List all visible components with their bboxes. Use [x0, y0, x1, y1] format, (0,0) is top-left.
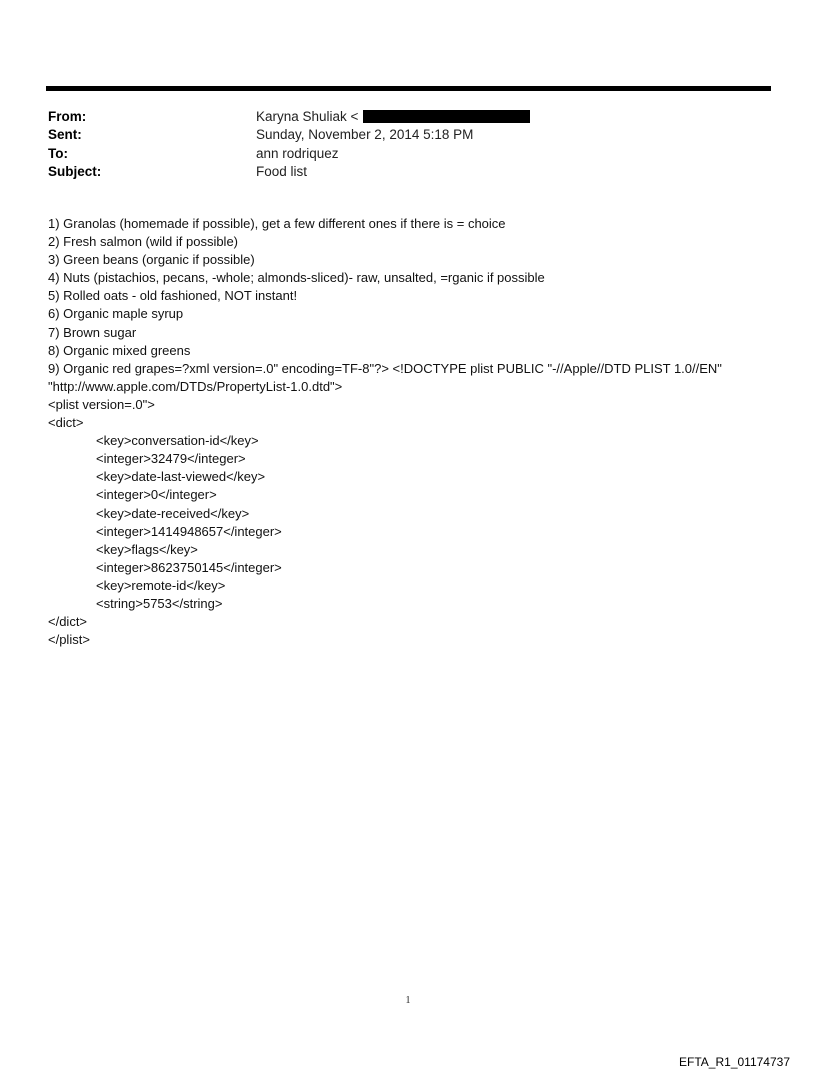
body-line: </plist>	[48, 632, 90, 648]
from-label: From:	[48, 109, 87, 124]
body-line: 7) Brown sugar	[48, 324, 137, 340]
body-line: 1) Granolas (homemade if possible), get a few different ones if there is = choice	[48, 216, 506, 231]
dict-line: <integer>0</integer>	[96, 487, 217, 503]
sent-label: Sent:	[48, 127, 82, 143]
subject-row	[48, 163, 748, 181]
email-body	[48, 215, 778, 649]
dict-line: <string>5753</string>	[96, 595, 223, 611]
body-line: 6) Organic maple syrup	[48, 306, 184, 322]
email-header	[48, 108, 748, 181]
header-divider-rule	[46, 86, 771, 91]
dict-line: <integer>32479</integer>	[96, 451, 246, 467]
body-line: 2) Fresh salmon (wild if possible)	[48, 234, 239, 250]
page-number: 1	[405, 995, 411, 1006]
body-line: <plist version=.0">	[48, 396, 155, 412]
body-line: </dict>	[48, 614, 88, 630]
dict-line: <key>remote-id</key>	[96, 577, 226, 593]
body-line: <dict>	[48, 415, 84, 431]
from-row	[48, 108, 748, 126]
to-label: To:	[48, 145, 68, 161]
sent-value: Sunday, November 2, 2014 5:18 PM	[256, 127, 474, 143]
dict-line: <key>date-last-viewed</key>	[96, 469, 266, 485]
from-name: Karyna Shuliak <	[256, 109, 359, 124]
dict-line: <key>date-received</key>	[96, 505, 250, 521]
body-line: 9) Organic red grapes=?xml version=.0" encoding=TF-8"?> <!DOCTYPE plist PUBLIC "-//Apple//DTD PLIST 1.0//EN"	[48, 360, 722, 376]
body-line: 5) Rolled oats - old fashioned, NOT instant!	[48, 288, 298, 304]
subject-value: Food list	[256, 163, 308, 179]
body-line: 4) Nuts (pistachios, pecans, -whole; almonds-sliced)- raw, unsalted, =rganic if possible	[48, 270, 545, 286]
dict-line: <integer>1414948657</integer>	[96, 523, 282, 539]
body-line: 8) Organic mixed greens	[48, 342, 191, 358]
bates-number: EFTA_R1_01174737	[679, 1055, 790, 1069]
body-line: 3) Green beans (organic if possible)	[48, 252, 255, 268]
dict-line: <integer>8623750145</integer>	[96, 559, 282, 575]
to-row	[48, 145, 748, 163]
to-value: ann rodriquez	[256, 145, 339, 161]
redaction-box	[363, 110, 530, 123]
sent-row	[48, 126, 748, 144]
subject-label: Subject:	[48, 163, 102, 179]
dict-line: <key>conversation-id</key>	[96, 433, 259, 449]
dict-line: <key>flags</key>	[96, 541, 198, 557]
from-value	[256, 108, 530, 126]
body-line: "http://www.apple.com/DTDs/PropertyList-1.0.dtd">	[48, 378, 343, 394]
